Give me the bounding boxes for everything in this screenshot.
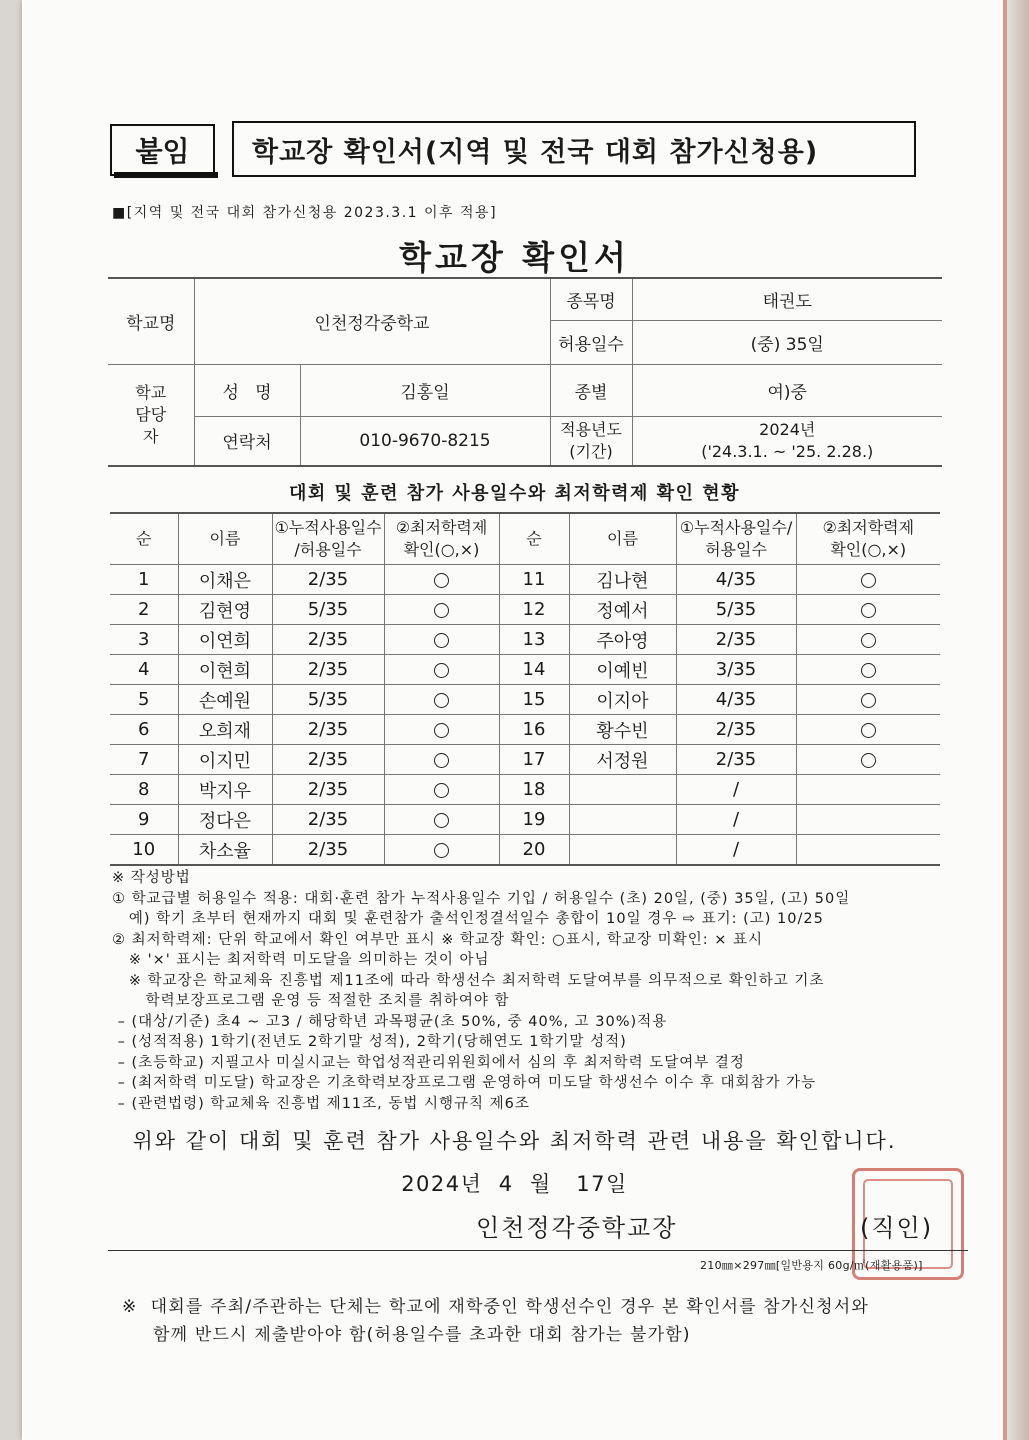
table-row (110, 595, 940, 625)
header-title: 학교장 확인서(지역 및 전국 대회 참가신청용) (232, 121, 916, 177)
contact-label: 연락처 (194, 416, 300, 466)
row-name: 오희재 (178, 715, 272, 745)
row-usage: 2/35 (272, 565, 384, 595)
category-value: 여)중 (632, 364, 942, 416)
instruction-line: – (성적적용) 1학기(전년도 2학기말 성적), 2학기(당해연도 1학기말 성적) (112, 1034, 627, 1050)
row-usage: 2/35 (272, 775, 384, 805)
row-usage: 2/35 (272, 715, 384, 745)
roster-header-row (110, 513, 940, 565)
sport-label: 종목명 (550, 278, 632, 320)
instruction-line: ※ 학교장은 학교체육 진흥법 제11조에 따라 학생선수 최저학력 도달여부를 의무적으로 확인하고 기초 (112, 972, 825, 989)
row-usage-2: 4/35 (676, 685, 796, 715)
row-academic-2 (796, 655, 940, 685)
row-usage-2: 5/35 (676, 595, 796, 625)
circle-check-icon (434, 603, 449, 618)
row-no: 9 (110, 805, 178, 835)
row-usage-2: 4/35 (676, 565, 796, 595)
header-usage (272, 513, 384, 565)
instruction-line: 학력보장프로그램 운영 등 적절한 조치를 취하여야 함 (112, 993, 510, 1009)
days-value: (중) 35일 (632, 320, 942, 364)
name-label: 성 명 (194, 364, 300, 416)
instruction-line: ※ 작성방법 (112, 870, 191, 886)
instruction-line: – (초등학교) 지필고사 미실시교는 학업성적관리위원회에서 심의 후 최저학력 도달여부 결정 (112, 1054, 745, 1071)
sport-value: 태권도 (632, 278, 942, 320)
row-usage: 2/35 (272, 655, 384, 685)
header-usage2-line2: 허용일수 (705, 540, 767, 559)
principal-name: 인천정각중학교장 (476, 1214, 678, 1242)
footnote-line-1: ※ 대회를 주최/주관하는 단체는 학교에 재학중인 학생선수인 경우 본 확인서를 참가신청서와 (122, 1297, 870, 1317)
divider-line (108, 1250, 968, 1251)
circle-check-icon (861, 663, 876, 678)
header-academic2-line2: 확인(○,×) (830, 540, 907, 559)
circle-check-icon (861, 633, 876, 648)
year-value-cell (632, 416, 942, 466)
row-academic (384, 655, 499, 685)
header-usage2-line1: ①누적사용일수/ (679, 518, 793, 537)
row-name-2 (569, 805, 676, 835)
row-no: 7 (110, 745, 178, 775)
applicability-note: ■[지역 및 전국 대회 참가신청용 2023.3.1 이후 적용] (112, 205, 498, 221)
row-no-2: 12 (499, 595, 569, 625)
table-row (110, 625, 940, 655)
instruction-line: ② 최저학력제: 단위 학교에서 확인 여부만 표시 ※ 학교장 확인: ○표시, 학교장 미확인: × 표시 (112, 931, 763, 948)
row-name-2: 주아영 (569, 625, 676, 655)
circle-check-icon (861, 693, 876, 708)
row-no-2: 17 (499, 745, 569, 775)
row-name-2: 이지아 (569, 685, 676, 715)
table-row (110, 685, 940, 715)
row-academic (384, 835, 499, 866)
row-usage-2: / (676, 775, 796, 805)
row-name: 김현영 (178, 595, 272, 625)
header-academic (384, 513, 499, 565)
row-name-2 (569, 835, 676, 866)
row-usage: 2/35 (272, 805, 384, 835)
circle-check-icon (434, 663, 449, 678)
table-row (110, 655, 940, 685)
row-no-2: 16 (499, 715, 569, 745)
row-name: 차소율 (178, 835, 272, 866)
row-name-2: 황수빈 (569, 715, 676, 745)
writing-instructions (112, 868, 942, 1114)
seal-label: (직인) (860, 1214, 934, 1242)
instruction-line: – (대상/기준) 초4 ~ 고3 / 해당학년 과목평균(초 50%, 중 40%, 고 30%)적용 (112, 1013, 668, 1030)
row-name: 박지우 (178, 775, 272, 805)
row-usage: 2/35 (272, 835, 384, 866)
header-usage-line1: ①누적사용일수 (274, 518, 382, 537)
row-no-2: 19 (499, 805, 569, 835)
header-name-2: 이름 (569, 513, 676, 565)
row-no: 4 (110, 655, 178, 685)
document-title: 학교장 확인서 (399, 238, 630, 277)
row-academic-2 (796, 565, 940, 595)
instruction-line: ① 학교급별 허용일수 적용: 대회·훈련 참가 누적사용일수 기입 / 허용일수 (초) 20일, (중) 35일, (고) 50일 (112, 890, 851, 907)
row-no: 6 (110, 715, 178, 745)
row-academic (384, 685, 499, 715)
row-usage-2: 2/35 (676, 625, 796, 655)
row-no: 2 (110, 595, 178, 625)
circle-check-icon (434, 843, 449, 858)
circle-check-icon (434, 783, 449, 798)
paper-edge (1007, 0, 1029, 1440)
row-no-2: 13 (499, 625, 569, 655)
table-row (110, 565, 940, 595)
row-usage: 2/35 (272, 745, 384, 775)
year-label-sub: (기간) (569, 441, 613, 461)
row-usage-2: 2/35 (676, 745, 796, 775)
year-value: 2024년 (759, 419, 816, 439)
table-row (110, 745, 940, 775)
row-academic-2 (796, 835, 940, 866)
row-no-2: 18 (499, 775, 569, 805)
table-row (110, 715, 940, 745)
row-no-2: 15 (499, 685, 569, 715)
days-label: 허용일수 (550, 320, 632, 364)
row-usage: 2/35 (272, 625, 384, 655)
row-name-2 (569, 775, 676, 805)
row-usage-2: 2/35 (676, 715, 796, 745)
status-title: 대회 및 훈련 참가 사용일수와 최저학력제 확인 현황 (288, 483, 740, 504)
row-usage: 5/35 (272, 595, 384, 625)
row-academic-2 (796, 685, 940, 715)
header-usage-2 (676, 513, 796, 565)
attachment-shadow (114, 172, 218, 178)
row-academic-2 (796, 745, 940, 775)
circle-check-icon (434, 753, 449, 768)
header-academic-line1: ②최저학력제 (395, 518, 488, 537)
circle-check-icon (434, 633, 449, 648)
table-row (110, 775, 940, 805)
row-no: 8 (110, 775, 178, 805)
row-name: 이지민 (178, 745, 272, 775)
year-label: 적용년도 (560, 419, 622, 439)
confirmation-statement: 위와 같이 대회 및 훈련 참가 사용일수와 최저학력 관련 내용을 확인합니다. (132, 1129, 897, 1153)
header-usage-line2: /허용일수 (294, 540, 362, 559)
row-academic (384, 775, 499, 805)
row-academic (384, 625, 499, 655)
row-name: 이연희 (178, 625, 272, 655)
row-usage-2: 3/35 (676, 655, 796, 685)
circle-check-icon (861, 723, 876, 738)
row-name: 이현희 (178, 655, 272, 685)
circle-check-icon (434, 693, 449, 708)
instruction-line: 예) 학기 초부터 현재까지 대회 및 훈련참가 출석인정결석일수 총합이 10일 경우 ⇨ 표기: (고) 10/25 (112, 911, 824, 927)
year-period: ('24.3.1. ~ '25. 2.28.) (701, 441, 874, 461)
circle-check-icon (434, 723, 449, 738)
row-academic (384, 715, 499, 745)
row-no: 5 (110, 685, 178, 715)
circle-check-icon (434, 573, 449, 588)
row-academic-2 (796, 715, 940, 745)
header-no: 순 (110, 513, 178, 565)
footnote-line-2: 함께 반드시 제출받아야 함(허용일수를 초과한 대회 참가는 불가함) (153, 1325, 691, 1345)
row-academic-2 (796, 775, 940, 805)
school-label: 학교명 (108, 278, 194, 364)
row-name-2: 정예서 (569, 595, 676, 625)
name-value: 김홍일 (300, 364, 550, 416)
row-no: 10 (110, 835, 178, 866)
school-info-table (108, 277, 942, 467)
school-value: 인천정각중학교 (194, 278, 550, 364)
row-name-2: 이예빈 (569, 655, 676, 685)
circle-check-icon (434, 813, 449, 828)
category-label: 종별 (550, 364, 632, 416)
row-usage: 5/35 (272, 685, 384, 715)
header-academic-line2: 확인(○,×) (403, 540, 480, 559)
circle-check-icon (861, 753, 876, 768)
row-academic (384, 745, 499, 775)
circle-check-icon (861, 603, 876, 618)
row-no-2: 14 (499, 655, 569, 685)
instruction-line: – (관련법령) 학교체육 진흥법 제11조, 동법 시행규칙 제6조 (112, 1095, 530, 1112)
row-academic (384, 565, 499, 595)
row-usage-2: / (676, 835, 796, 866)
row-no-2: 20 (499, 835, 569, 866)
manager-label: 학교 담당자 (108, 364, 194, 466)
attachment-label: 붙임 (110, 124, 215, 176)
table-row (110, 835, 940, 866)
row-academic (384, 805, 499, 835)
header-academic2-line1: ②최저학력제 (822, 518, 915, 537)
row-name-2: 서정원 (569, 745, 676, 775)
row-academic-2 (796, 625, 940, 655)
row-academic-2 (796, 805, 940, 835)
row-usage-2: / (676, 805, 796, 835)
row-no-2: 11 (499, 565, 569, 595)
year-label-cell (550, 416, 632, 466)
row-no: 1 (110, 565, 178, 595)
row-name: 정다은 (178, 805, 272, 835)
header-no-2: 순 (499, 513, 569, 565)
circle-check-icon (861, 573, 876, 588)
roster-table (110, 512, 940, 866)
instruction-line: ※ '×' 표시는 최저학력 미도달을 의미하는 것이 아님 (112, 952, 490, 968)
instruction-line: – (최저학력 미도달) 학교장은 기초학력보장프로그램 운영하여 미도달 학생선수 이수 후 대회참가 가능 (112, 1075, 817, 1091)
row-name-2: 김나현 (569, 565, 676, 595)
row-academic-2 (796, 595, 940, 625)
row-no: 3 (110, 625, 178, 655)
issue-date: 2024년 4 월 17일 (401, 1172, 628, 1196)
row-name: 이채은 (178, 565, 272, 595)
table-row (110, 805, 940, 835)
footnote (122, 1293, 869, 1349)
paper-spec: 210㎜×297㎜[일반용지 60g/㎡(재활용품)] (700, 1259, 923, 1272)
row-academic (384, 595, 499, 625)
header-name: 이름 (178, 513, 272, 565)
header-academic-2 (796, 513, 940, 565)
row-name: 손예원 (178, 685, 272, 715)
contact-value: 010-9670-8215 (300, 416, 550, 466)
